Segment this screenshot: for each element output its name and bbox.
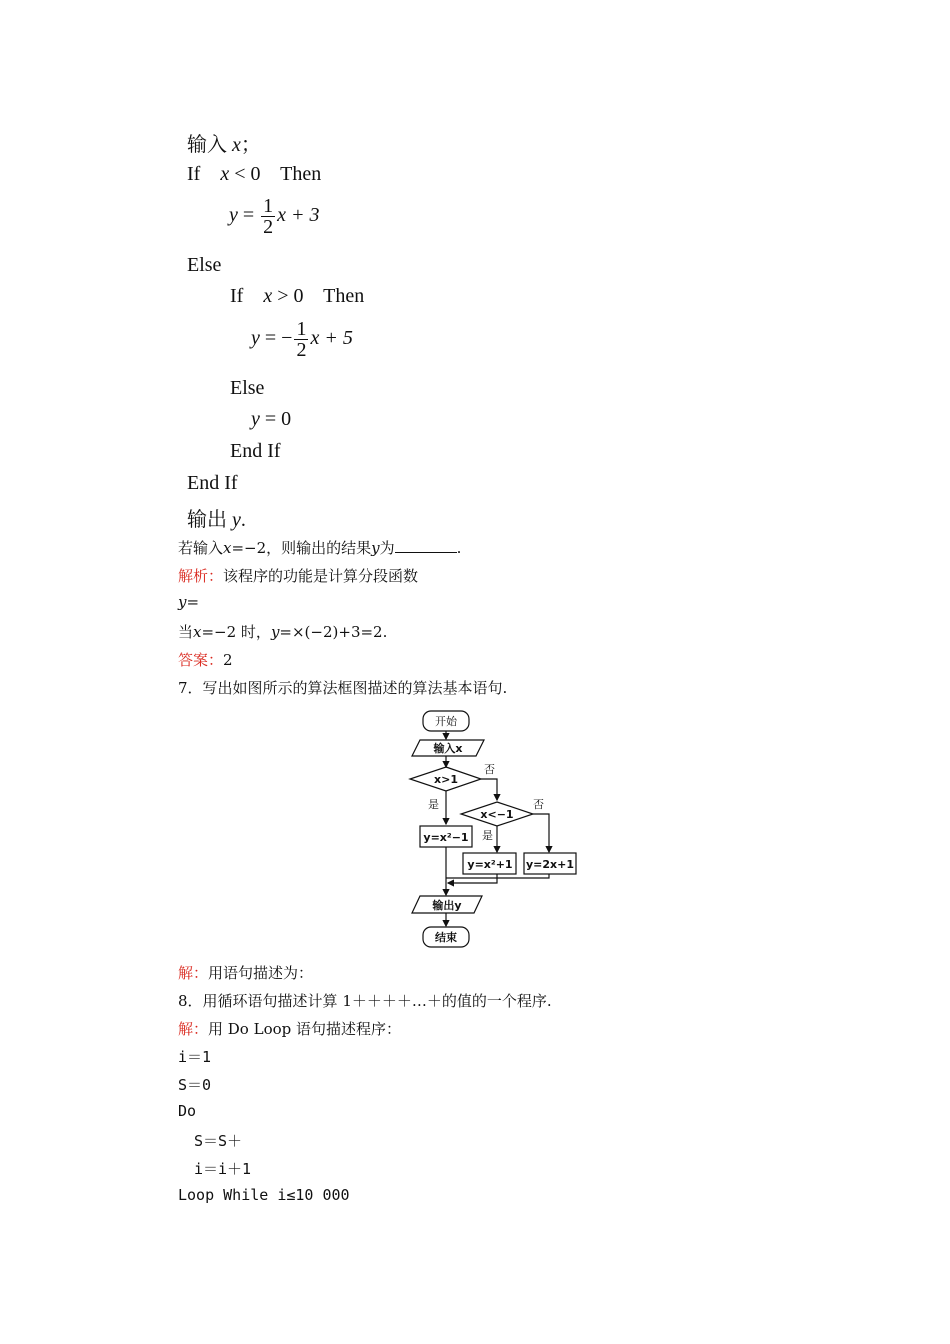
question-8: 8．用循环语句描述计算 1＋＋＋＋…＋的值的一个程序. [178, 992, 552, 1010]
flow-box3-label: y=2x+1 [525, 858, 575, 871]
flow-box2-label: y=x²+1 [467, 858, 513, 871]
code-line: i＝i＋1 [194, 1160, 252, 1178]
question-6: 若输入x=−2，则输出的结果y为 . [178, 539, 462, 557]
code-input-line [187, 128, 261, 157]
answer-line [178, 649, 233, 670]
solution-8 [178, 1018, 401, 1039]
flow-no2-label: 否 [533, 798, 544, 811]
answer-blank [395, 538, 457, 553]
condition-operator: < 0 [234, 163, 261, 185]
equals-sign: = [242, 204, 255, 227]
assign-expression: = 0 [264, 408, 292, 430]
input-variable: x [232, 134, 241, 156]
assign-variable: y [229, 204, 238, 227]
piecewise-line: y= [178, 593, 200, 611]
equals-sign: = [264, 327, 277, 350]
code-endif-1: End If [187, 472, 238, 494]
code-else-1: Else [187, 254, 222, 276]
condition-operator: > 0 [277, 285, 304, 307]
flow-box1-label: y=x²−1 [423, 831, 469, 844]
analysis-text: 该程序的功能是计算分段函数 [223, 567, 419, 585]
code-output-line [187, 503, 246, 532]
then-keyword: Then [323, 285, 365, 307]
code-if-1 [187, 163, 321, 186]
code-assign-1 [229, 196, 320, 237]
output-end: . [240, 509, 246, 531]
fraction: $\frac{1}{2}$ [296, 318, 307, 361]
flow-end-label: 结束 [435, 931, 457, 944]
output-keyword: 输出 [187, 509, 227, 531]
question-7: 7．写出如图所示的算法框图描述的算法基本语句. [178, 679, 508, 697]
flowchart [400, 705, 590, 955]
code-if-2 [230, 285, 364, 308]
code-line: S＝0 [178, 1076, 212, 1094]
solution-text: 用语句描述为： [208, 964, 314, 982]
assign-variable: y [251, 327, 260, 350]
flow-cond2-label: x<−1 [480, 808, 514, 821]
flow-no1-label: 否 [484, 763, 495, 776]
analysis-label: 解析： [178, 567, 224, 585]
fraction: $\frac{1}{2}$ [263, 195, 274, 238]
output-variable: y [232, 509, 241, 531]
negative-sign: − [281, 327, 293, 350]
answer-label: 答案： [178, 651, 224, 669]
code-line: i＝1 [178, 1048, 212, 1066]
analysis-line [178, 565, 418, 586]
solution-7 [178, 962, 313, 983]
code-else-2: Else [230, 377, 265, 399]
condition-variable: x [220, 163, 230, 185]
flow-yes2-label: 是 [482, 829, 493, 842]
assign-variable: y [251, 408, 260, 430]
code-assign-2 [251, 319, 353, 360]
code-line: Loop While i≤10 000 [178, 1186, 350, 1204]
then-keyword: Then [280, 163, 322, 185]
flow-yes1-label: 是 [428, 798, 439, 811]
answer-value: 2 [223, 651, 233, 669]
if-keyword: If [187, 163, 201, 185]
code-assign-3 [251, 408, 291, 431]
if-keyword: If [230, 285, 244, 307]
flow-cond1-label: x>1 [434, 773, 458, 786]
code-line: Do [178, 1102, 197, 1120]
expression-tail: x + 5 [310, 327, 353, 350]
code-line: S＝S＋ [194, 1132, 243, 1150]
flow-output-label: 输出y [432, 899, 462, 912]
condition-variable: x [263, 285, 273, 307]
input-end: ； [240, 134, 261, 156]
evaluation-line: 当x=−2 时，y=×(−2)+3=2. [178, 623, 388, 641]
expression-tail: x + 3 [277, 204, 320, 227]
flow-start-label: 开始 [435, 715, 457, 728]
solution-label: 解： [178, 964, 209, 982]
input-keyword: 输入 [187, 134, 227, 156]
solution-label: 解： [178, 1020, 209, 1038]
solution-text: 用 Do Loop 语句描述程序： [208, 1020, 402, 1038]
code-endif-2: End If [230, 440, 281, 462]
flow-input-label: 输入x [433, 742, 463, 755]
